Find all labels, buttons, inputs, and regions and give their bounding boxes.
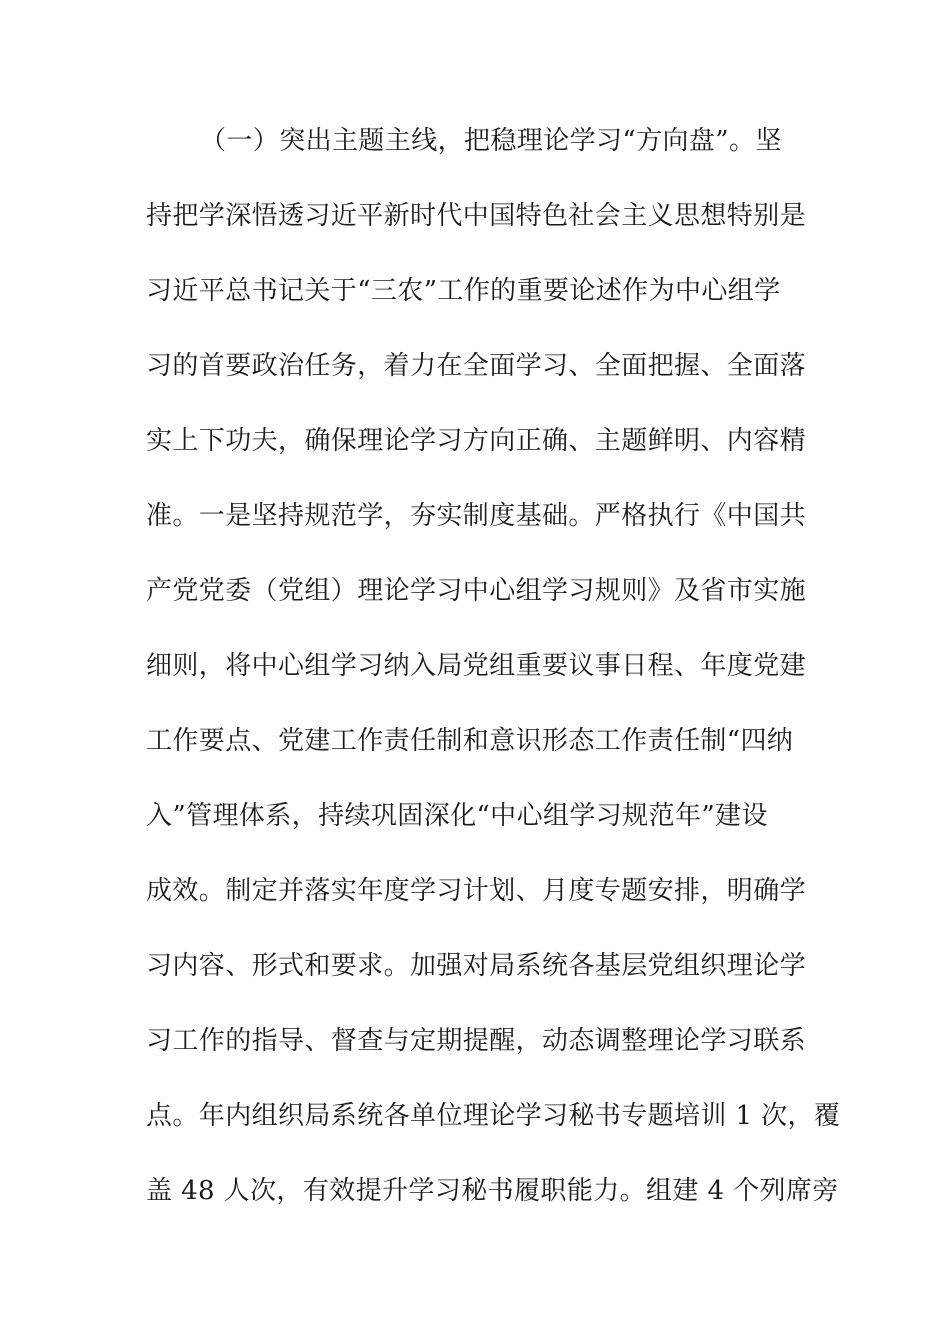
text-line-11: 成效。制定并落实年度学习计划、月度专题安排，明确学 [146,876,807,906]
text-line-4: 习的首要政治任务，着力在全面学习、全面把握、全面落 [146,351,807,381]
text-line-8: 细则，将中心组学习纳入局党组重要议事日程、年度党建 [146,651,807,681]
text-line-12: 习内容、形式和要求。加强对局系统各基层党组织理论学 [146,951,807,981]
text-line-14: 点。年内组织局系统各单位理论学习秘书专题培训 1 次，覆 [146,1101,841,1131]
text-line-7: 产党党委（党组）理论学习中心组学习规则》及省市实施 [146,576,807,606]
text-line-2: 持把学深悟透习近平新时代中国特色社会主义思想特别是 [146,201,807,231]
text-line-1: （一）突出主题主线，把稳理论学习“方向盘”。坚 [200,126,782,156]
text-line-5: 实上下功夫，确保理论学习方向正确、主题鲜明、内容精 [146,426,807,456]
text-line-15: 盖 48 人次，有效提升学习秘书履职能力。组建 4 个列席旁 [146,1176,839,1206]
text-line-6: 准。一是坚持规范学，夯实制度基础。严格执行《中国共 [146,501,807,531]
text-line-9: 工作要点、党建工作责任制和意识形态工作责任制“四纳 [146,726,794,756]
text-line-10: 入”管理体系，持续巩固深化“中心组学习规范年”建设 [146,801,768,831]
text-line-13: 习工作的指导、督查与定期提醒，动态调整理论学习联系 [146,1026,807,1056]
text-line-3: 习近平总书记关于“三农”工作的重要论述作为中心组学 [146,276,781,306]
